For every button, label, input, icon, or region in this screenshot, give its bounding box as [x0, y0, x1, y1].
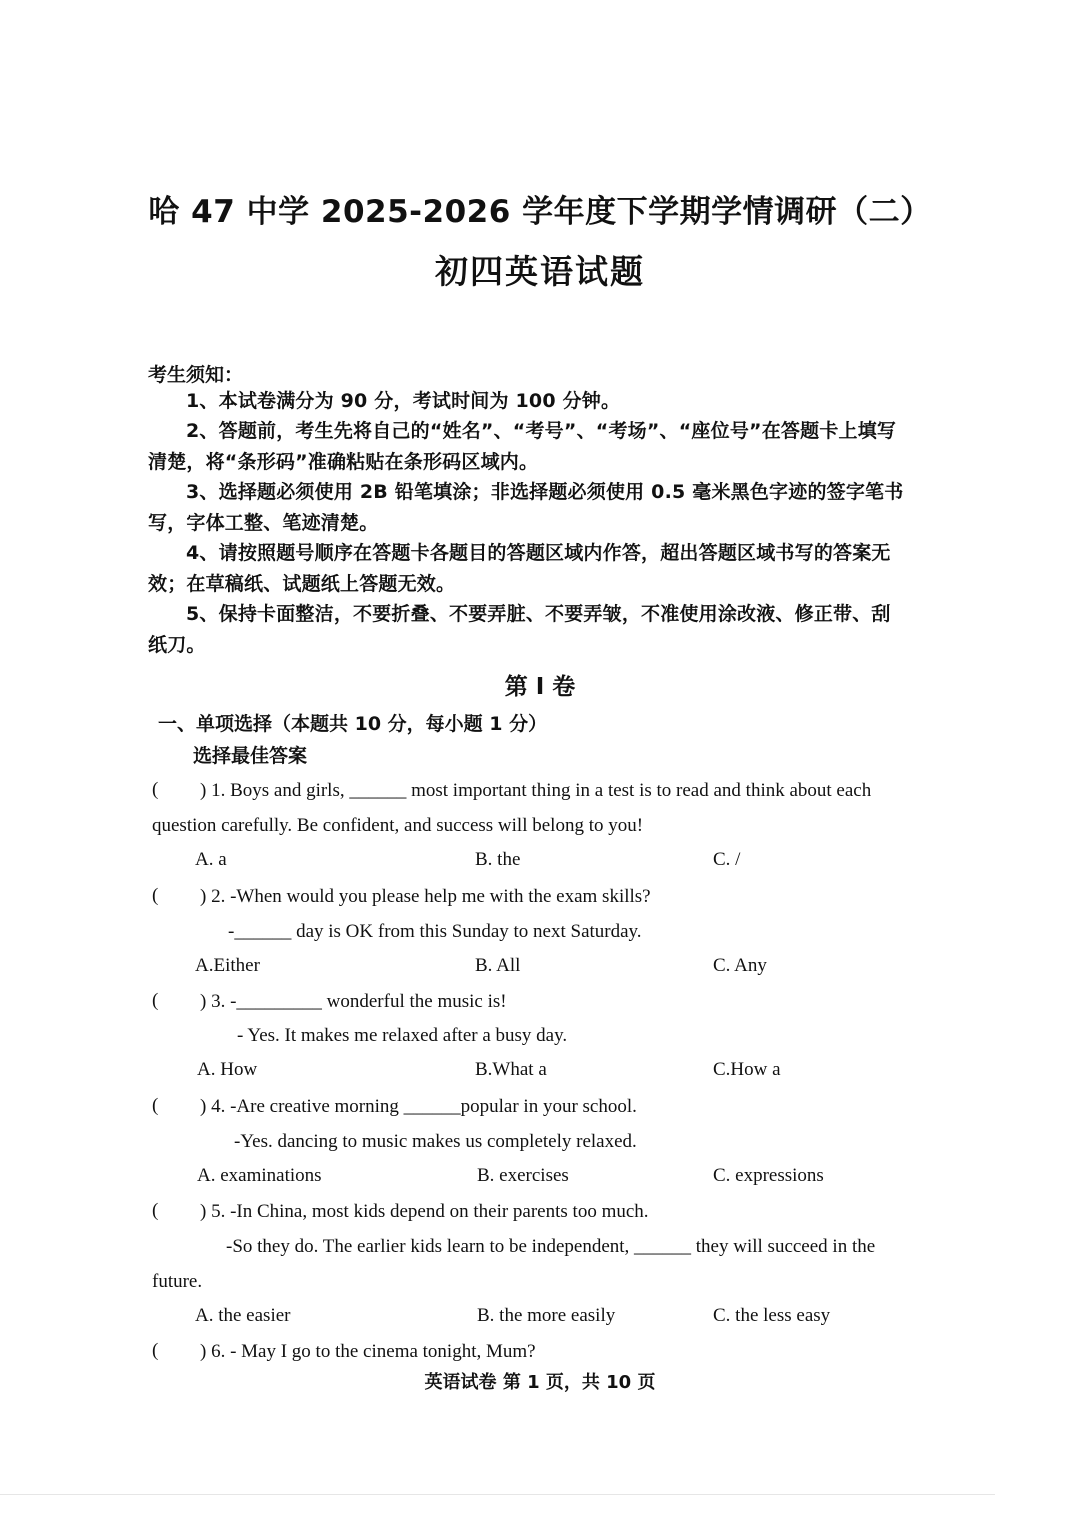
answer-paren: ( [152, 990, 159, 1011]
notice-line: 4、请按照题号顺序在答题卡各题目的答题区域内作答，超出答题区域书写的答案无 [186, 542, 891, 564]
question-text: -Yes. dancing to music makes us completely relaxed. [234, 1131, 637, 1152]
notice-line: 效；在草稿纸、试题纸上答题无效。 [148, 573, 456, 595]
notice-line: 3、选择题必须使用 2B 铅笔填涂；非选择题必须使用 0.5 毫米黑色字迹的签字笔书 [186, 481, 904, 503]
option-a: A. a [195, 849, 227, 870]
notice-line: 清楚，将“条形码”准确粘贴在条形码区域内。 [148, 451, 539, 473]
exam-title: 哈 47 中学 2025-2026 学年度下学期学情调研（二） [148, 194, 932, 230]
question-text: -So they do. The earlier kids learn to be independent, ______ they will succeed in the [226, 1236, 876, 1257]
option-b: B. All [475, 955, 521, 976]
option-b: B. the more easily [477, 1305, 616, 1326]
section-title: 一、单项选择（本题共 10 分，每小题 1 分） [158, 713, 548, 735]
option-a: A.Either [195, 955, 260, 976]
question-text: ) 6. - May I go to the cinema tonight, Mum? [200, 1341, 536, 1362]
notice-title: 考生须知： [148, 364, 244, 386]
option-c: C. Any [713, 955, 767, 976]
exam-subtitle: 初四英语试题 [435, 252, 645, 291]
option-b: B.What a [475, 1059, 547, 1080]
question-text: question carefully. Be confident, and success will belong to you! [152, 815, 644, 836]
answer-paren: ( [152, 1340, 159, 1361]
option-a: A. How [197, 1059, 258, 1080]
option-c: C. expressions [713, 1165, 824, 1186]
page-footer: 英语试卷 第 1 页，共 10 页 [424, 1372, 656, 1393]
answer-paren: ( [152, 1095, 159, 1116]
question-text: -______ day is OK from this Sunday to next Saturday. [228, 921, 642, 942]
notice-line: 写，字体工整、笔迹清楚。 [148, 512, 379, 534]
option-a: A. examinations [197, 1165, 322, 1186]
question-text: ) 3. -_________ wonderful the music is! [200, 991, 507, 1012]
question-text: future. [152, 1271, 203, 1292]
answer-paren: ( [152, 885, 159, 906]
option-c: C. / [713, 849, 741, 870]
answer-paren: ( [152, 779, 159, 800]
notice-line: 1、本试卷满分为 90 分，考试时间为 100 分钟。 [186, 390, 621, 412]
question-text: ) 1. Boys and girls, ______ most important thing in a test is to read and think about each [200, 780, 872, 801]
option-b: B. exercises [477, 1165, 569, 1186]
question-text: ) 4. -Are creative morning ______popular in your school. [200, 1096, 637, 1117]
option-a: A. the easier [195, 1305, 291, 1326]
answer-paren: ( [152, 1200, 159, 1221]
option-c: C. the less easy [713, 1305, 831, 1326]
notice-line: 2、答题前，考生先将自己的“姓名”、“考号”、“考场”、“座位号”在答题卡上填写 [186, 420, 897, 442]
question-text: - Yes. It makes me relaxed after a busy day. [237, 1025, 568, 1046]
question-text: ) 2. -When would you please help me with the exam skills? [200, 886, 651, 907]
section-instruction: 选择最佳答案 [193, 745, 308, 767]
volume-title: 第 I 卷 [504, 674, 576, 700]
question-text: ) 5. -In China, most kids depend on their parents too much. [200, 1201, 649, 1222]
divider [0, 1494, 995, 1495]
option-b: B. the [475, 849, 521, 870]
notice-line: 5、保持卡面整洁，不要折叠、不要弄脏、不要弄皱，不准使用涂改液、修正带、刮 [186, 603, 891, 625]
notice-line: 纸刀。 [148, 634, 206, 656]
option-c: C.How a [713, 1059, 781, 1080]
